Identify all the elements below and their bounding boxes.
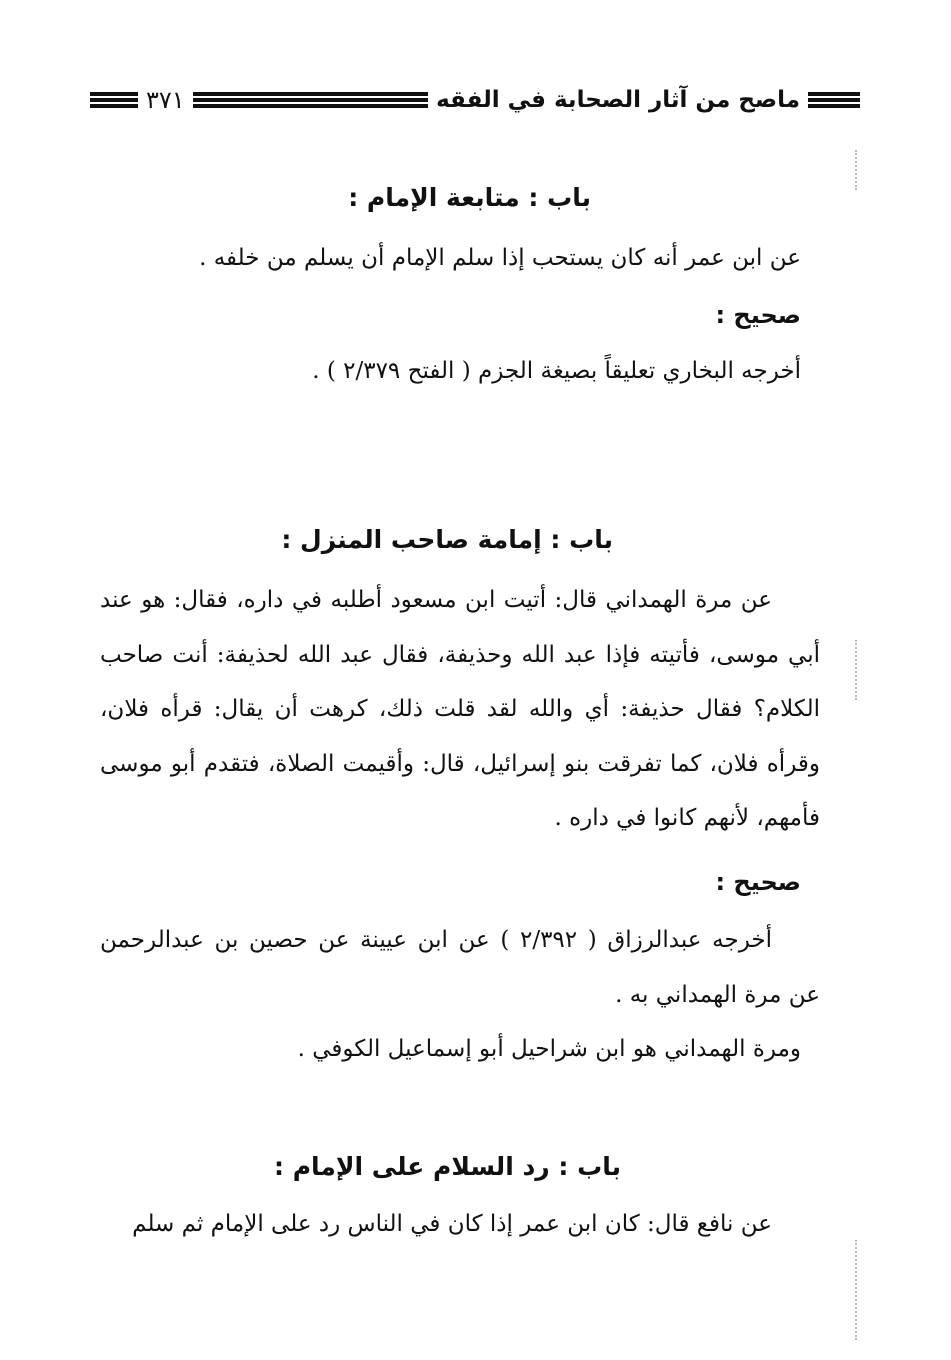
source-text-2: أخرجه عبدالرزاق ( ٢/٣٩٢ ) عن ابن عيينة عن حصين بن عبدالرحمن عن مرة الهمداني به . bbox=[100, 927, 820, 1008]
scan-artifact-dots bbox=[855, 150, 857, 190]
header-rule-middle bbox=[193, 92, 428, 108]
scan-artifact-dots bbox=[855, 640, 857, 700]
section-heading-house-owner: باب : إمامة صاحب المنزل : bbox=[281, 525, 613, 554]
page-number: ٣٧١ bbox=[146, 86, 185, 114]
source-text-1: أخرجه البخاري تعليقاً بصيغة الجزم ( الفتح ٢/٣٧٩ ) . bbox=[312, 358, 801, 384]
section-heading-reply-salam: باب : رد السلام على الإمام : bbox=[274, 1152, 621, 1181]
scan-artifact-dots bbox=[855, 1240, 857, 1340]
page-header bbox=[90, 78, 860, 122]
header-rule-left bbox=[90, 92, 138, 108]
section-text-follow-imam: عن ابن عمر أنه كان يستحب إذا سلم الإمام أن يسلم من خلفه . bbox=[199, 245, 801, 271]
header-rule-right bbox=[808, 92, 860, 108]
running-title: ماصح من آثار الصحابة في الفقه bbox=[436, 87, 800, 113]
note-text-2: ومرة الهمداني هو ابن شراحيل أبو إسماعيل الكوفي . bbox=[297, 1036, 801, 1062]
grade-label-2: صحيح : bbox=[715, 868, 801, 896]
section-text-reply-salam: عن نافع قال: كان ابن عمر إذا كان في الناس رد على الإمام ثم سلم bbox=[132, 1211, 772, 1237]
section-text-house-owner: عن مرة الهمداني قال: أتيت ابن مسعود أطلبه في داره، فقال: هو عند أبي موسى، فأتيته فإذا عبد الله وحذيفة، فقال عبد الله لحذيفة: أنت صاحب الكلام؟ فقال حذيفة: أي والله لقد قلت ذلك، كرهت أن يقال: قرأه فلان، وقرأه فلان، كما تفرقت بنو إسرائيل، قال: وأقيمت الصلاة، فتقدم أبو موسى فأمهم، لأنهم كانوا في داره . bbox=[100, 587, 820, 832]
section-heading-follow-imam: باب : متابعة الإمام : bbox=[348, 183, 591, 212]
grade-label-1: صحيح : bbox=[715, 301, 801, 329]
